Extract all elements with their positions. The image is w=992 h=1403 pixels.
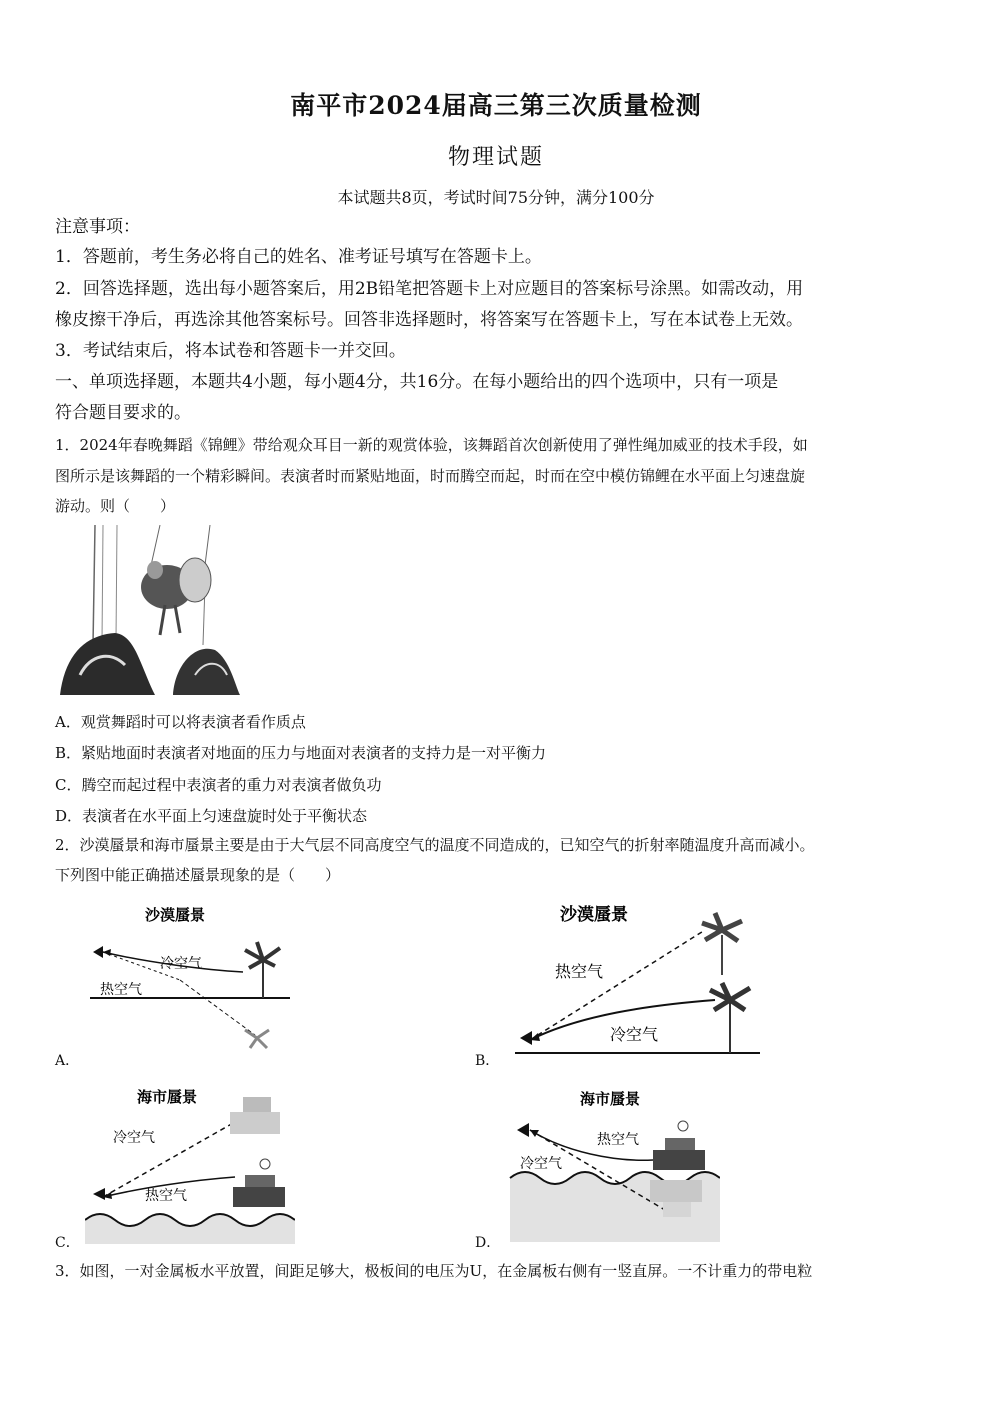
figure-c-upper-label: 冷空气 <box>113 1130 155 1146</box>
figure-c-lower-label: 热空气 <box>145 1188 187 1204</box>
palm-tree-icon <box>710 983 750 1053</box>
figure-c-diagram <box>85 1082 295 1244</box>
figure-d-upper-label: 热空气 <box>597 1132 639 1148</box>
figure-b-title: 沙漠蜃景 <box>560 905 628 925</box>
figure-d-title: 海市蜃景 <box>580 1090 641 1108</box>
eye-icon <box>93 1188 105 1200</box>
ship-icon <box>653 1121 705 1170</box>
question-3-text: 3．如图，一对金属板水平放置，间距足够大，极板间的电压为U，在金属板右侧有一竖直屏。一不计重力的带电粒 <box>55 1262 813 1280</box>
exam-info: 本试题共8页，考试时间75分钟，满分100分 <box>337 188 655 207</box>
notice-item: 1．答题前，考生务必将自己的姓名、准考证号填写在答题卡上。 <box>55 247 542 267</box>
figure-c-label: C． <box>55 1235 80 1251</box>
figure-a-diagram <box>85 900 300 1060</box>
figure-d-diagram <box>505 1082 720 1244</box>
figure-b-lower-label: 冷空气 <box>610 1025 659 1044</box>
figure-b-upper-label: 热空气 <box>555 962 604 981</box>
notice-item: 橡皮擦干净后，再选涂其他答案标号。回答非选择题时，将答案写在答题卡上，写在本试卷上无效。 <box>55 310 803 330</box>
figure-b-diagram <box>500 895 770 1060</box>
figure-d-lower-label: 冷空气 <box>520 1156 562 1172</box>
ship-icon <box>233 1159 285 1207</box>
dancer-photo <box>55 525 245 700</box>
mirage-palm-icon <box>245 1030 269 1048</box>
question-1-text: 1．2024年春晚舞蹈《锦鲤》带给观众耳目一新的观赏体验，该舞蹈首次创新使用了弹性绳加威亚的技术手段，如 <box>55 436 808 454</box>
option-d: D．表演者在水平面上匀速盘旋时处于平衡状态 <box>55 807 368 825</box>
eye-icon <box>520 1031 532 1045</box>
figure-d-label: D． <box>475 1235 501 1251</box>
question-1-text: 游动。则（ ） <box>55 497 176 515</box>
figure-c-title: 海市蜃景 <box>137 1088 198 1106</box>
question-2-text: 下列图中能正确描述蜃景现象的是（ ） <box>55 866 341 884</box>
eye-icon <box>93 946 103 958</box>
figure-a-lower-label: 热空气 <box>100 982 142 998</box>
option-c: C．腾空而起过程中表演者的重力对表演者做负功 <box>55 776 382 794</box>
notice-item: 2．回答选择题，选出每小题答案后，用2B铅笔把答题卡上对应题目的答案标号涂黑。如需改动，用 <box>55 279 804 299</box>
figure-a-upper-label: 冷空气 <box>160 956 202 972</box>
palm-tree-icon <box>245 942 280 998</box>
section-heading: 一、单项选择题，本题共4小题，每小题4分，共16分。在每小题给出的四个选项中，只有一项是 <box>55 372 779 392</box>
figure-b-label: B． <box>475 1053 500 1069</box>
figure-a-title: 沙漠蜃景 <box>145 906 206 924</box>
mirage-palm-icon <box>702 913 742 975</box>
notice-heading: 注意事项： <box>55 217 140 237</box>
page-subtitle: 物理试题 <box>447 145 544 170</box>
mirage-ship-icon <box>230 1097 280 1134</box>
eye-icon <box>517 1123 529 1137</box>
option-b: B．紧贴地面时表演者对地面的压力与地面对表演者的支持力是一对平衡力 <box>55 744 547 762</box>
notice-item: 3．考试结束后，将本试卷和答题卡一并交回。 <box>55 341 406 361</box>
figure-a-label: A． <box>55 1053 80 1069</box>
option-a: A．观赏舞蹈时可以将表演者看作质点 <box>55 713 306 731</box>
section-heading: 符合题目要求的。 <box>55 403 191 423</box>
question-1-text: 图所示是该舞蹈的一个精彩瞬间。表演者时而紧贴地面，时而腾空而起，时而在空中模仿锦鲤在水平面上匀速盘旋 <box>55 467 806 485</box>
page-title: 南平市2024届高三第三次质量检测 <box>290 91 702 120</box>
question-2-text: 2．沙漠蜃景和海市蜃景主要是由于大气层不同高度空气的温度不同造成的，已知空气的折射率随温度升高而减小。 <box>55 836 815 854</box>
